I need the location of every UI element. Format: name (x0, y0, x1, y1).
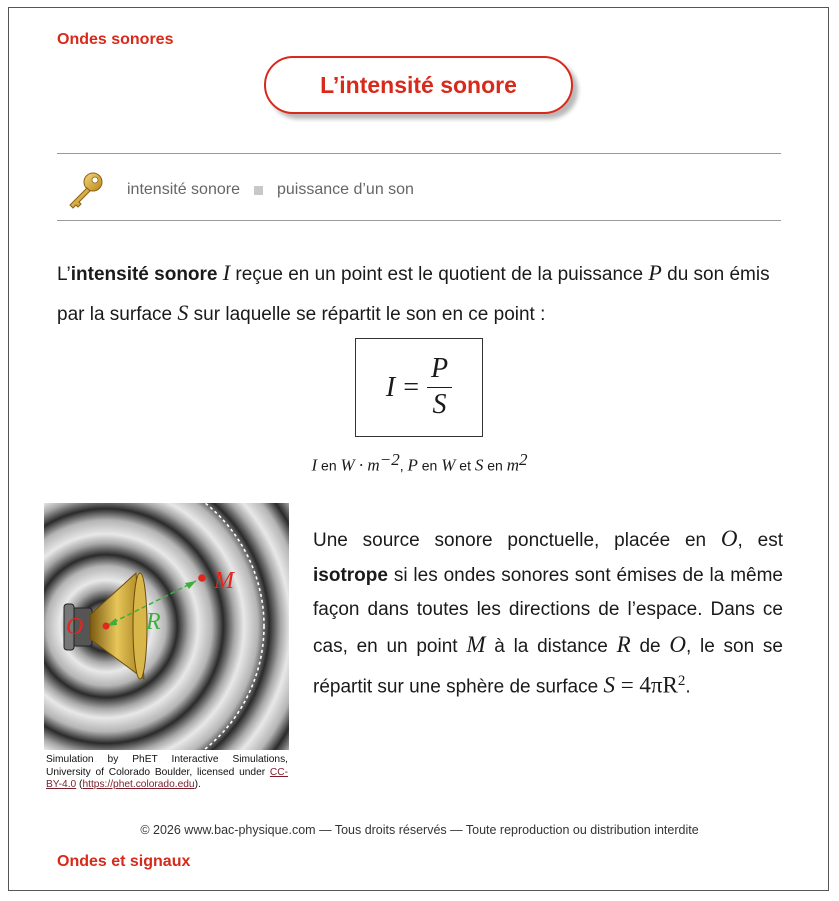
unit-var: S (474, 455, 484, 475)
paragraph-text: , est (737, 530, 783, 551)
definition-text: L’ (57, 264, 71, 285)
unit-symbol: W (441, 455, 456, 475)
var-r: R (616, 631, 631, 657)
divider-top (57, 153, 781, 154)
isotropic-term: isotrope (313, 564, 388, 586)
copyright-footer: © 2026 www.bac-physique.com — Tous droits réservés — Toute reproduction ou distribution interdite (140, 823, 699, 837)
var-m: M (466, 631, 486, 657)
sphere-formula-exponent: 2 (677, 673, 686, 689)
formula-lhs: I (385, 371, 396, 403)
paragraph-text: de (630, 635, 670, 657)
paragraph-text: Une source sonore ponctuelle, placée en (313, 530, 721, 551)
unit-text: , (399, 457, 408, 474)
image-credit (46, 754, 288, 792)
credit-text: Simulation by PhET Interactive Simulations, University of Colorado Boulder, licensed under (46, 754, 288, 778)
isotropic-paragraph (313, 522, 783, 705)
formula-denominator: S (432, 389, 447, 420)
formula-numerator: P (427, 353, 452, 388)
definition-text: reçue en un point est le quotient de la puissance (230, 264, 649, 285)
sphere-formula-rhs: = 4πR (614, 672, 678, 698)
credit-text: ( (76, 779, 83, 791)
unit-symbol: W · m (340, 455, 380, 475)
paragraph-text: , le son se répartit sur une sphère de surface (313, 635, 783, 698)
unit-exponent: 2 (519, 450, 528, 469)
chapter-label: Ondes sonores (57, 31, 174, 48)
formula-equals: = (403, 371, 419, 403)
definition-paragraph (57, 254, 783, 334)
unit-text: et (455, 457, 475, 474)
divider-bottom (57, 220, 781, 221)
keyword-separator (254, 186, 263, 195)
label-m: M (214, 568, 234, 594)
formula-fraction (427, 353, 452, 422)
definition-term: intensité sonore (70, 264, 218, 285)
unit-var: I (311, 455, 318, 475)
units-line (0, 450, 839, 476)
unit-var: P (407, 455, 418, 475)
page-title: L’intensité sonore (320, 71, 517, 98)
formula-box (355, 338, 483, 437)
unit-text: en (417, 457, 442, 474)
label-o: O (66, 614, 84, 640)
phet-link[interactable]: https://phet.colorado.edu (82, 779, 195, 791)
title-box (264, 56, 573, 114)
credit-text: ). (194, 779, 201, 791)
unit-exponent: −2 (379, 450, 400, 469)
sound-wave-image (44, 503, 289, 750)
sphere-formula-lhs: S (603, 672, 615, 698)
paragraph-text: . (685, 676, 691, 698)
license-link[interactable]: CC-BY-4.0 (46, 766, 288, 791)
key-icon (63, 170, 107, 210)
var-intensity: I (222, 260, 231, 285)
keyword-2: puissance d’un son (276, 181, 414, 198)
unit-text: en (317, 457, 341, 474)
unit-symbol: m (506, 455, 520, 475)
var-power: P (648, 260, 662, 285)
unit-text: en (483, 457, 507, 474)
paragraph-text: à la distance (485, 635, 617, 657)
wave-simulation-figure (44, 503, 289, 750)
label-r: R (146, 609, 161, 635)
keywords-bar (57, 168, 781, 212)
paragraph-text: si les ondes sonores sont émises de la même façon dans toutes les directions de l’espace. Dans ce cas, en un point (313, 564, 783, 657)
definition-text: sur laquelle se répartit le son en ce point : (188, 304, 546, 325)
keyword-1: intensité sonore (127, 181, 240, 198)
chapter-footer: Ondes et signaux (57, 853, 191, 870)
definition-text: du son émis par la surface (57, 264, 770, 325)
var-o: O (720, 526, 738, 551)
var-surface: S (177, 300, 189, 325)
var-o: O (669, 631, 686, 657)
